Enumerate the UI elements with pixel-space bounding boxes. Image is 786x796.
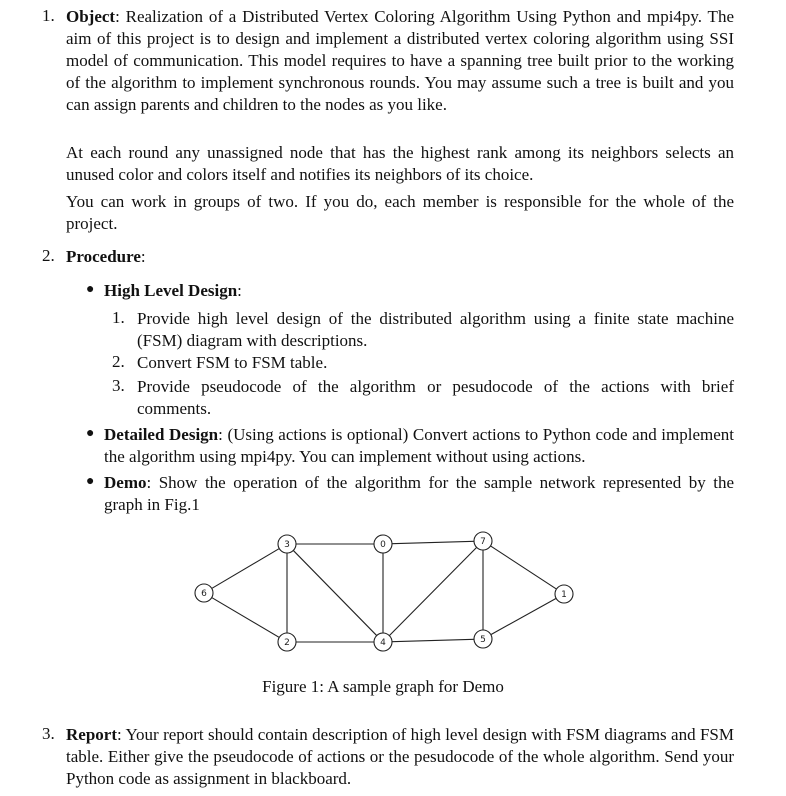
graph-edge-5-1 [491, 598, 556, 634]
object-paragraph: Object: Realization of a Distributed Vertex Coloring Algorithm Using Python and mpi4py. The aim of this project is to design and implement a distributed vertex coloring algorithm using SSI model of communication. This model requires to have a spanning tree built prior to the working of the algorithm to implement synchronous rounds. You may assume such a tree is built and you can assign parents and children to the nodes as you like. [66, 7, 734, 114]
step-3-text: Provide pseudocode of the algorithm or pesudocode of the actions with brief comments. [137, 377, 734, 418]
detailed-design-text: (Using actions is optional) Convert actions to Python code and implement the algorithm using mpi4py. You can implement without using actions. [104, 425, 735, 466]
graph-edge-7-1 [491, 546, 557, 589]
graph-edge-7-4 [389, 547, 476, 635]
high-level-design-heading: High Level Design [104, 281, 238, 300]
groups-paragraph: You can work in groups of two. If you do, each member is responsible for the whole of the project. [66, 192, 734, 233]
demo-heading: Demo [104, 473, 147, 492]
graph-node-label: 0 [380, 540, 386, 551]
report-paragraph: Report: Your report should contain description of high level design with FSM diagrams and FSM table. Either give the pseudocode of actions or the pesudocode of the whole algorithm. Send your Python code as assignment in blackboard. [66, 725, 734, 788]
object-text: Realization of a Distributed Vertex Coloring Algorithm Using Python and mpi4py. The aim of this project is to design and implement a distributed vertex coloring algorithm using SSI model of communication. This model requires to have a spanning tree built prior to the working of the algorithm to implement synchronous rounds. You may assume such a tree is built and you can assign parents and children to the nodes as you like. [66, 7, 734, 114]
object-heading: Object [66, 7, 116, 26]
graph-node-3 [278, 535, 296, 553]
graph-edge-0-7 [392, 541, 474, 543]
graph-edge-6-3 [212, 549, 279, 589]
demo-paragraph: Demo: Show the operation of the algorithm for the sample network represented by the graph in Fig.1 [104, 473, 734, 514]
step-1-number: 1. [112, 308, 125, 327]
graph-node-0 [374, 535, 392, 553]
graph-node-label: 1 [561, 590, 567, 601]
high-level-design-line: High Level Design: [104, 281, 242, 300]
step-3-number: 3. [112, 376, 125, 395]
bullet-dot-1: ● [86, 282, 95, 297]
graph-node-label: 5 [480, 635, 486, 646]
graph-node-label: 6 [201, 589, 207, 600]
procedure-line: Procedure: [66, 247, 146, 266]
detailed-design-heading: Detailed Design [104, 425, 219, 444]
graph-node-5 [474, 630, 492, 648]
graph-edge-3-4 [293, 550, 376, 635]
detailed-design-paragraph: Detailed Design: (Using actions is optional) Convert actions to Python code and implement the algorithm using mpi4py. You can implement without using actions. [104, 425, 735, 466]
step-2-number: 2. [112, 352, 125, 371]
graph-node-1 [555, 585, 573, 603]
graph-nodes [195, 532, 573, 651]
graph-node-label: 4 [380, 638, 386, 649]
graph-node-6 [195, 584, 213, 602]
bullet-dot-2: ● [86, 426, 95, 441]
graph-node-label: 7 [480, 537, 486, 548]
item-3-number: 3. [42, 724, 55, 743]
procedure-heading: Procedure [66, 247, 141, 266]
graph-node-label: 3 [284, 540, 290, 551]
demo-text: Show the operation of the algorithm for the sample network represented by the graph in Fig.1 [104, 473, 734, 514]
step-2-text: Convert FSM to FSM table. [137, 353, 328, 372]
report-heading: Report [66, 725, 117, 744]
graph-node-4 [374, 633, 392, 651]
graph-edge-4-5 [392, 639, 474, 641]
bullet-dot-3: ● [86, 474, 95, 489]
step-1-text: Provide high level design of the distributed algorithm using a finite state machine (FSM) diagram with descriptions. [137, 309, 734, 350]
graph-edge-6-2 [212, 598, 279, 638]
graph-node-7 [474, 532, 492, 550]
round-paragraph: At each round any unassigned node that has the highest rank among its neighbors selects an unused color and colors itself and notifies its neighbors of its choice. [66, 143, 734, 184]
item-1-number: 1. [42, 6, 55, 25]
item-2-number: 2. [42, 246, 55, 265]
graph-node-2 [278, 633, 296, 651]
report-text: Your report should contain description of high level design with FSM diagrams and FSM table. Either give the pseudocode of actions or the pesudocode of the whole algorithm. Send your Python code as assignment in blackboard. [66, 725, 734, 788]
graph-node-label: 2 [284, 638, 290, 649]
graph-edges [212, 541, 557, 642]
figure-caption: Figure 1: A sample graph for Demo [262, 677, 504, 696]
